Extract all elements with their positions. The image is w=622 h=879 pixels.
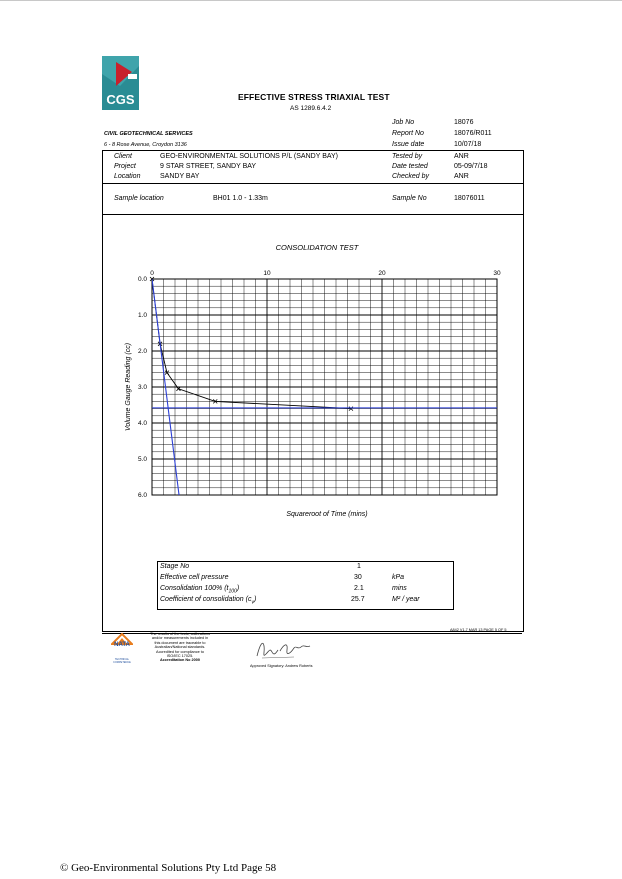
client-label: Client xyxy=(114,153,132,160)
x-tick-label: 0 xyxy=(150,270,154,277)
x-axis-label: Squareroot of Time (mins) xyxy=(286,511,368,518)
report-standard: AS 1289.6.4.2 xyxy=(290,105,332,112)
accreditation-number: Accreditation No 2000 xyxy=(160,658,200,663)
tested-by-label: Tested by xyxy=(392,153,423,160)
top-border xyxy=(0,0,622,1)
company-name: CIVIL GEOTECHNICAL SERVICES xyxy=(104,131,193,137)
stage-label: Stage No xyxy=(160,563,190,570)
y-tick-label: 6.0 xyxy=(137,492,147,499)
page-footer: © Geo-Environmental Solutions Pty Ltd Page 58 xyxy=(60,862,277,874)
y-tick-label: 4.0 xyxy=(137,420,147,427)
report-title: EFFECTIVE STRESS TRIAXIAL TEST xyxy=(238,92,390,102)
nata-logo xyxy=(111,633,133,669)
coefficient-value: 25.7 xyxy=(351,596,365,603)
consolidation-unit: mins xyxy=(392,585,407,592)
date-tested-label: Date tested xyxy=(392,163,428,170)
divider xyxy=(102,183,523,184)
x-tick-label: 30 xyxy=(493,270,501,277)
consolidation-chart xyxy=(104,236,520,526)
sample-location-label: Sample location xyxy=(114,195,164,202)
client-value: GEO-ENVIRONMENTAL SOLUTIONS P/L (SANDY BAY) xyxy=(160,153,339,160)
tested-by-value: ANR xyxy=(454,153,469,160)
consolidation-value: 2.1 xyxy=(354,585,364,592)
report-no-value: 18076/R011 xyxy=(454,130,492,137)
project-label: Project xyxy=(114,163,136,170)
x-tick-label: 10 xyxy=(263,270,271,277)
project-value: 9 STAR STREET, SANDY BAY xyxy=(160,163,257,170)
job-no-value: 18076 xyxy=(454,119,474,126)
y-tick-label: 3.0 xyxy=(137,384,147,391)
logo-text: CGS xyxy=(106,92,135,107)
sample-no-value: 18076011 xyxy=(454,195,485,202)
sample-no-label: Sample No xyxy=(392,195,427,202)
y-tick-label: 5.0 xyxy=(137,456,147,463)
location-value: SANDY BAY xyxy=(160,173,200,180)
divider xyxy=(102,214,523,215)
chart-title: CONSOLIDATION TEST xyxy=(275,243,359,252)
cell-pressure-unit: kPa xyxy=(392,574,405,581)
cgs-logo xyxy=(102,56,139,110)
checked-by-value: ANR xyxy=(454,173,469,180)
competence-label: TECHNICAL COMPETENCE xyxy=(113,658,131,664)
coefficient-label: Coefficient of consolidation $(c_v)$ xyxy=(160,596,257,606)
y-tick-label: 2.0 xyxy=(137,348,147,355)
nata-label: NATA xyxy=(114,642,130,648)
form-reference: A842 V1.7 MAR 13 PAGE 5 OF 5 xyxy=(450,628,507,632)
issue-date-label: Issue date xyxy=(392,141,425,148)
cell-pressure-value: 30 xyxy=(354,574,362,581)
consolidation-label: Consolidation 100% $(t_{100})$ xyxy=(160,585,240,595)
job-no-label: Job No xyxy=(392,119,415,126)
y-tick-label: 0.0 xyxy=(137,276,147,283)
stage-value: 1 xyxy=(357,563,361,570)
x-tick-label: 20 xyxy=(378,270,386,277)
cell-pressure-label: Effective cell pressure xyxy=(160,574,229,581)
approved-signatory: Approved Signatory: Andrew Roberts xyxy=(250,664,313,668)
sample-location-value: BH01 1.0 - 1.33m xyxy=(213,195,268,202)
signature-image xyxy=(254,638,314,662)
location-label: Location xyxy=(114,173,141,180)
company-address: 6 - 8 Rose Avenue, Croydon 3136 xyxy=(104,142,187,148)
report-no-label: Report No xyxy=(392,130,424,137)
checked-by-label: Checked by xyxy=(392,173,429,180)
coefficient-unit: M² / year xyxy=(392,596,420,603)
y-axis-label: Volume Gauge Reading (cc) xyxy=(125,342,132,432)
date-tested-value: 05-09/7/18 xyxy=(454,163,488,170)
accreditation-note: The results of the tests, calibrations and/or measurements included in this document are traceable to Australian/National standards. Accredited for compliance to ISO/IEC 17025. Accreditation No 2000 xyxy=(136,632,224,663)
y-tick-label: 1.0 xyxy=(137,312,147,319)
issue-date-value: 10/07/18 xyxy=(454,141,482,148)
